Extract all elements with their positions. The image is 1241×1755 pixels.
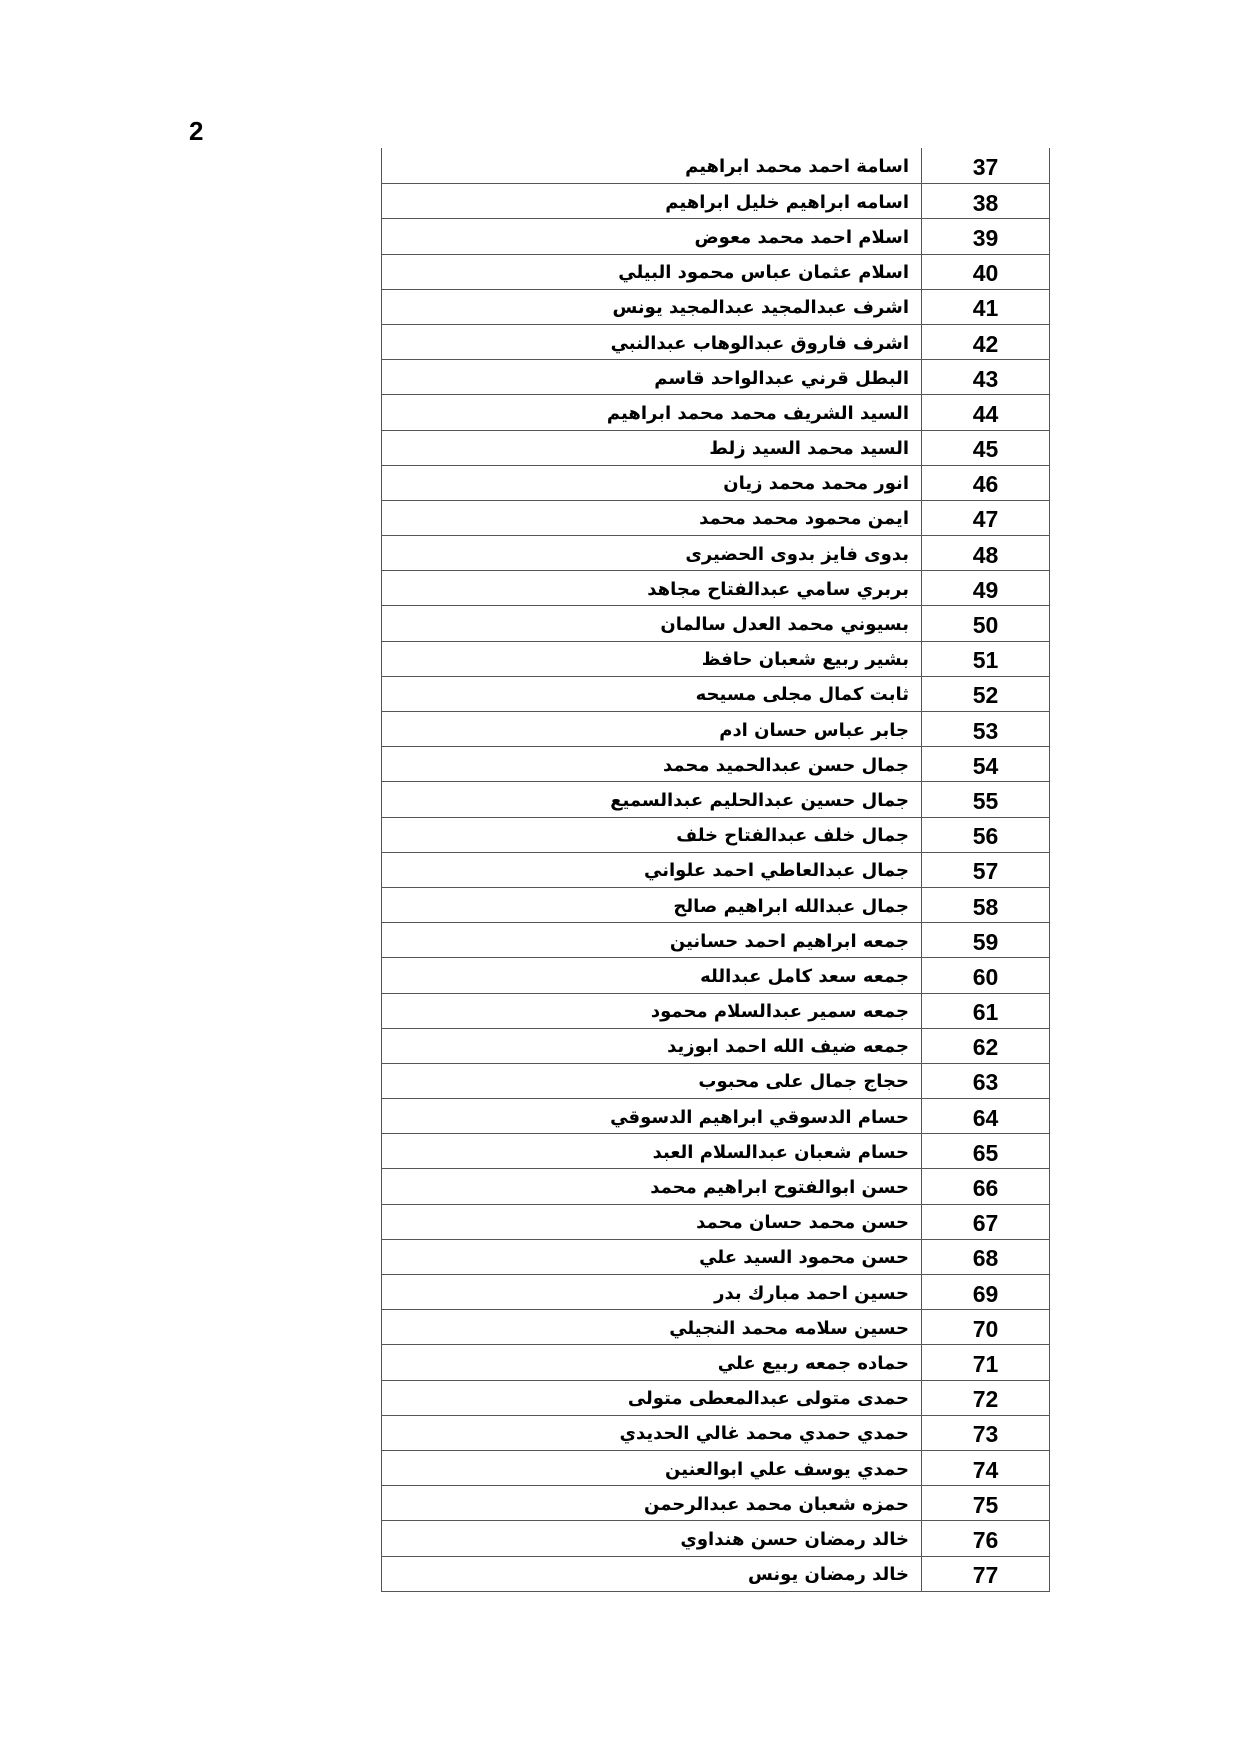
table-row	[382, 1168, 1049, 1203]
row-number: 64	[921, 1099, 1049, 1133]
row-name: جمال حسن عبدالحميد محمد	[662, 754, 909, 776]
table-row	[382, 1133, 1049, 1168]
row-name: حسن محمود السيد علي	[699, 1247, 909, 1269]
row-name: حمزه شعبان محمد عبدالرحمن	[644, 1493, 909, 1515]
table-row	[382, 465, 1049, 500]
table-row	[382, 218, 1049, 253]
row-number: 48	[921, 536, 1049, 570]
row-number: 50	[921, 606, 1049, 640]
row-number: 75	[921, 1486, 1049, 1520]
row-name: خالد رمضان حسن هنداوي	[680, 1528, 909, 1550]
row-name: السيد الشريف محمد محمد ابراهيم	[606, 402, 909, 424]
row-name: حماده جمعه ربيع علي	[717, 1352, 909, 1374]
row-number: 60	[921, 958, 1049, 992]
table-row	[382, 289, 1049, 324]
row-name: انور محمد محمد زيان	[723, 473, 909, 495]
table-row	[382, 676, 1049, 711]
row-number: 67	[921, 1205, 1049, 1239]
row-number: 45	[921, 431, 1049, 465]
row-name: حسن ابوالفتوح ابراهيم محمد	[650, 1177, 909, 1199]
row-name: اشرف عبدالمجيد عبدالمجيد يونس	[612, 297, 909, 319]
row-number: 66	[921, 1169, 1049, 1203]
table-row	[382, 1239, 1049, 1274]
row-number: 55	[921, 782, 1049, 816]
row-number: 41	[921, 290, 1049, 324]
table-row	[382, 641, 1049, 676]
table-row	[382, 711, 1049, 746]
row-name: حسام شعبان عبدالسلام العبد	[652, 1141, 909, 1163]
row-number: 71	[921, 1345, 1049, 1379]
table-row	[382, 1485, 1049, 1520]
table-row	[382, 430, 1049, 465]
table-row	[382, 254, 1049, 289]
row-name: بربري سامي عبدالفتاح مجاهد	[647, 578, 909, 600]
table-row	[382, 746, 1049, 781]
row-name: اسامه ابراهيم خليل ابراهيم	[665, 191, 909, 213]
table-row	[382, 1098, 1049, 1133]
row-number: 52	[921, 677, 1049, 711]
row-name: جمعه ابراهيم احمد حسانين	[669, 930, 909, 952]
row-name: اسلام عثمان عباس محمود البيلي	[618, 262, 909, 284]
row-name: البطل قرني عبدالواحد قاسم	[654, 367, 909, 389]
table-row	[382, 1520, 1049, 1555]
row-number: 73	[921, 1416, 1049, 1450]
table-row	[382, 1274, 1049, 1309]
table-row	[382, 183, 1049, 218]
row-number: 49	[921, 571, 1049, 605]
table-row	[382, 1344, 1049, 1379]
row-name: ثابت كمال مجلى مسيحه	[695, 684, 909, 706]
row-name: اسلام احمد محمد معوض	[694, 226, 909, 248]
row-number: 43	[921, 360, 1049, 394]
table-row	[382, 1204, 1049, 1239]
table-row	[382, 570, 1049, 605]
row-number: 53	[921, 712, 1049, 746]
table-row	[382, 535, 1049, 570]
row-number: 42	[921, 325, 1049, 359]
row-name: ايمن محمود محمد محمد	[699, 508, 909, 530]
row-name: جابر عباس حسان ادم	[719, 719, 909, 741]
row-number: 57	[921, 853, 1049, 887]
row-name: حسين احمد مبارك بدر	[714, 1282, 909, 1304]
row-number: 68	[921, 1240, 1049, 1274]
row-number: 56	[921, 818, 1049, 852]
row-number: 65	[921, 1134, 1049, 1168]
row-name: حمدي حمدي محمد غالي الحديدي	[619, 1423, 909, 1445]
row-number: 54	[921, 747, 1049, 781]
row-name: بشير ربيع شعبان حافظ	[701, 649, 909, 671]
row-number: 46	[921, 466, 1049, 500]
row-name: جمعه سمير عبدالسلام محمود	[650, 1001, 909, 1023]
row-name: جمعه سعد كامل عبدالله	[700, 965, 909, 987]
row-number: 76	[921, 1521, 1049, 1555]
row-number: 37	[921, 148, 1049, 183]
row-number: 58	[921, 888, 1049, 922]
table-row	[382, 605, 1049, 640]
row-name: جمعه ضيف الله احمد ابوزيد	[667, 1036, 909, 1058]
table-row	[382, 394, 1049, 429]
row-number: 62	[921, 1029, 1049, 1063]
table-row	[382, 1556, 1049, 1591]
row-name: بدوى فايز بدوى الحضيرى	[685, 543, 909, 565]
row-number: 77	[921, 1557, 1049, 1591]
row-number: 40	[921, 255, 1049, 289]
table-row	[382, 1028, 1049, 1063]
row-number: 74	[921, 1451, 1049, 1485]
row-number: 51	[921, 642, 1049, 676]
row-number: 69	[921, 1275, 1049, 1309]
row-name: جمال حسين عبدالحليم عبدالسميع	[610, 789, 909, 811]
row-number: 44	[921, 395, 1049, 429]
table-row	[382, 922, 1049, 957]
table-row	[382, 148, 1049, 183]
row-name: حسين سلامه محمد النجيلي	[669, 1317, 909, 1339]
row-name: اشرف فاروق عبدالوهاب عبدالنبي	[610, 332, 909, 354]
table-row	[382, 1309, 1049, 1344]
table-row	[382, 781, 1049, 816]
row-number: 59	[921, 923, 1049, 957]
row-name: حسن محمد حسان محمد	[696, 1212, 909, 1234]
row-name: السيد محمد السيد زلط	[709, 438, 909, 460]
table-row	[382, 817, 1049, 852]
table-row	[382, 1063, 1049, 1098]
row-number: 63	[921, 1064, 1049, 1098]
table-row	[382, 1380, 1049, 1415]
table-row	[382, 324, 1049, 359]
row-number: 70	[921, 1310, 1049, 1344]
names-table	[381, 148, 1050, 1592]
row-name: جمال عبدالعاطي احمد علواني	[644, 860, 909, 882]
row-name: خالد رمضان يونس	[747, 1564, 909, 1586]
table-row	[382, 500, 1049, 535]
row-name: بسيوني محمد العدل سالمان	[660, 614, 909, 636]
row-name: حمدى متولى عبدالمعطى متولى	[627, 1388, 909, 1410]
row-number: 39	[921, 219, 1049, 253]
table-row	[382, 1415, 1049, 1450]
row-number: 61	[921, 994, 1049, 1028]
table-row	[382, 957, 1049, 992]
table-row	[382, 993, 1049, 1028]
page-number: 2	[189, 116, 204, 146]
row-name: جمال خلف عبدالفتاح خلف	[676, 825, 909, 847]
table-row	[382, 1450, 1049, 1485]
row-name: حجاج جمال على محبوب	[698, 1071, 909, 1093]
table-row	[382, 852, 1049, 887]
row-number: 72	[921, 1381, 1049, 1415]
row-number: 38	[921, 184, 1049, 218]
row-number: 47	[921, 501, 1049, 535]
row-name: اسامة احمد محمد ابراهيم	[685, 156, 909, 178]
row-name: حسام الدسوقي ابراهيم الدسوقي	[610, 1106, 909, 1128]
table-row	[382, 359, 1049, 394]
row-name: حمدي يوسف علي ابوالعنين	[665, 1458, 909, 1480]
table-row	[382, 887, 1049, 922]
row-name: جمال عبدالله ابراهيم صالح	[673, 895, 909, 917]
